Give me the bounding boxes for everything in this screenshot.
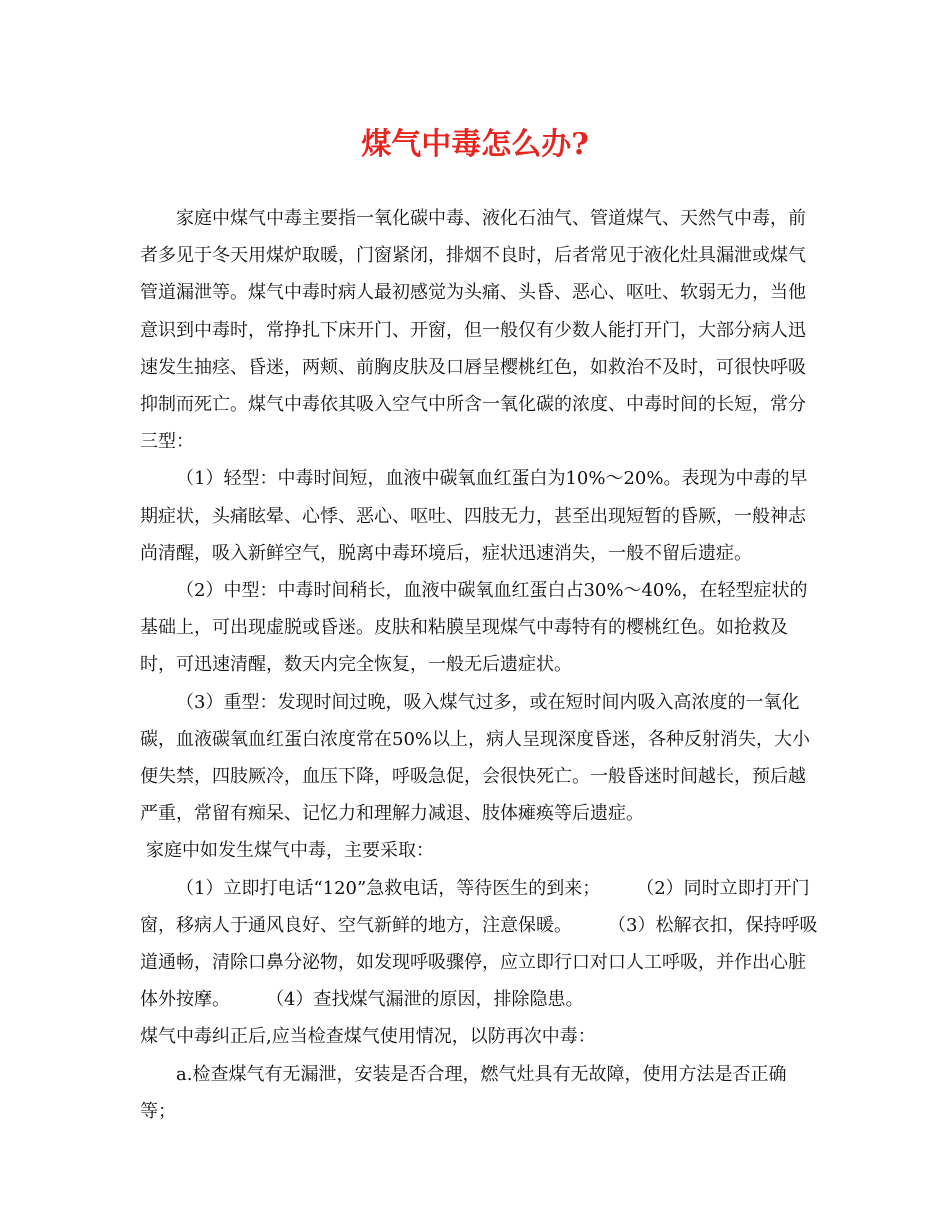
paragraph-moderate-type: （2）中型：中毒时间稍长，血液中碳氧血红蛋白占30%～40%，在轻型症状的基础上，可出现虚脱或昏迷。皮肤和粘膜呈现煤气中毒特有的樱桃红色。如抢救及时，可迅速清醒，数天内完全恢复，一般无后遗症状。 (140, 580, 808, 676)
paragraph-after-correction: 煤气中毒纠正后,应当检查煤气使用情况，以防再次中毒： (140, 1026, 596, 1048)
page-title: 煤气中毒怎么办? (361, 127, 589, 162)
paragraph-measures-heading: 家庭中如发生煤气中毒，主要采取： (146, 840, 434, 862)
paragraph-severe-type: （3）重型：发现时间过晚，吸入煤气过多，或在短时间内吸入高浓度的一氧化碳，血液碳氧血红蛋白浓度常在50%以上，病人呈现深度昏迷，各种反射消失，大小便失禁，四肢厥冷，血压下降，呼吸急促，会很快死亡。一般昏迷时间越长，预后越严重，常留有痴呆、记忆力和理解力减退、肢体瘫痪等后遗症。 (140, 691, 811, 825)
paragraph-mild-type: （1）轻型：中毒时间短，血液中碳氧血红蛋白为10%～20%。表现为中毒的早期症状，头痛眩晕、心悸、恶心、呕吐、四肢无力，甚至出现短暂的昏厥，一般神志尚清醒，吸入新鲜空气，脱离中毒环境后，症状迅速消失，一般不留后遗症。 (140, 468, 808, 564)
paragraph-intro: 家庭中煤气中毒主要指一氧化碳中毒、液化石油气、管道煤气、天然气中毒，前者多见于冬天用煤炉取暖，门窗紧闭，排烟不良时，后者常见于液化灶具漏泄或煤气管道漏泄等。煤气中毒时病人最初感觉为头痛、头昏、恶心、呕吐、软弱无力，当他意识到中毒时，常挣扎下床开门、开窗，但一般仅有少数人能打开门，大部分病人迅速发生抽痉、昏迷，两颊、前胸皮肤及口唇呈樱桃红色，如救治不及时，可很快呼吸抑制而死亡。煤气中毒依其吸入空气中所含一氧化碳的浓度、中毒时间的长短，常分三型： (140, 208, 806, 453)
paragraph-check-gas: a.检查煤气有无漏泄，安装是否合理，燃气灶具有无故障，使用方法是否正确等； (140, 1063, 787, 1122)
document-body (140, 200, 820, 1130)
paragraph-measures: （1）立即打电话“120”急救电话，等待医生的到来； （2）同时立即打开门窗，移病人于通风良好、空气新鲜的地方，注意保暖。 （3）松解衣扣，保持呼吸道通畅，清除口鼻分泌物，如发现呼吸骤停，应立即行口对口人工呼吸，并作出心脏体外按摩。 （4）查找煤气漏泄的原因，排除隐患。 (140, 877, 818, 1011)
